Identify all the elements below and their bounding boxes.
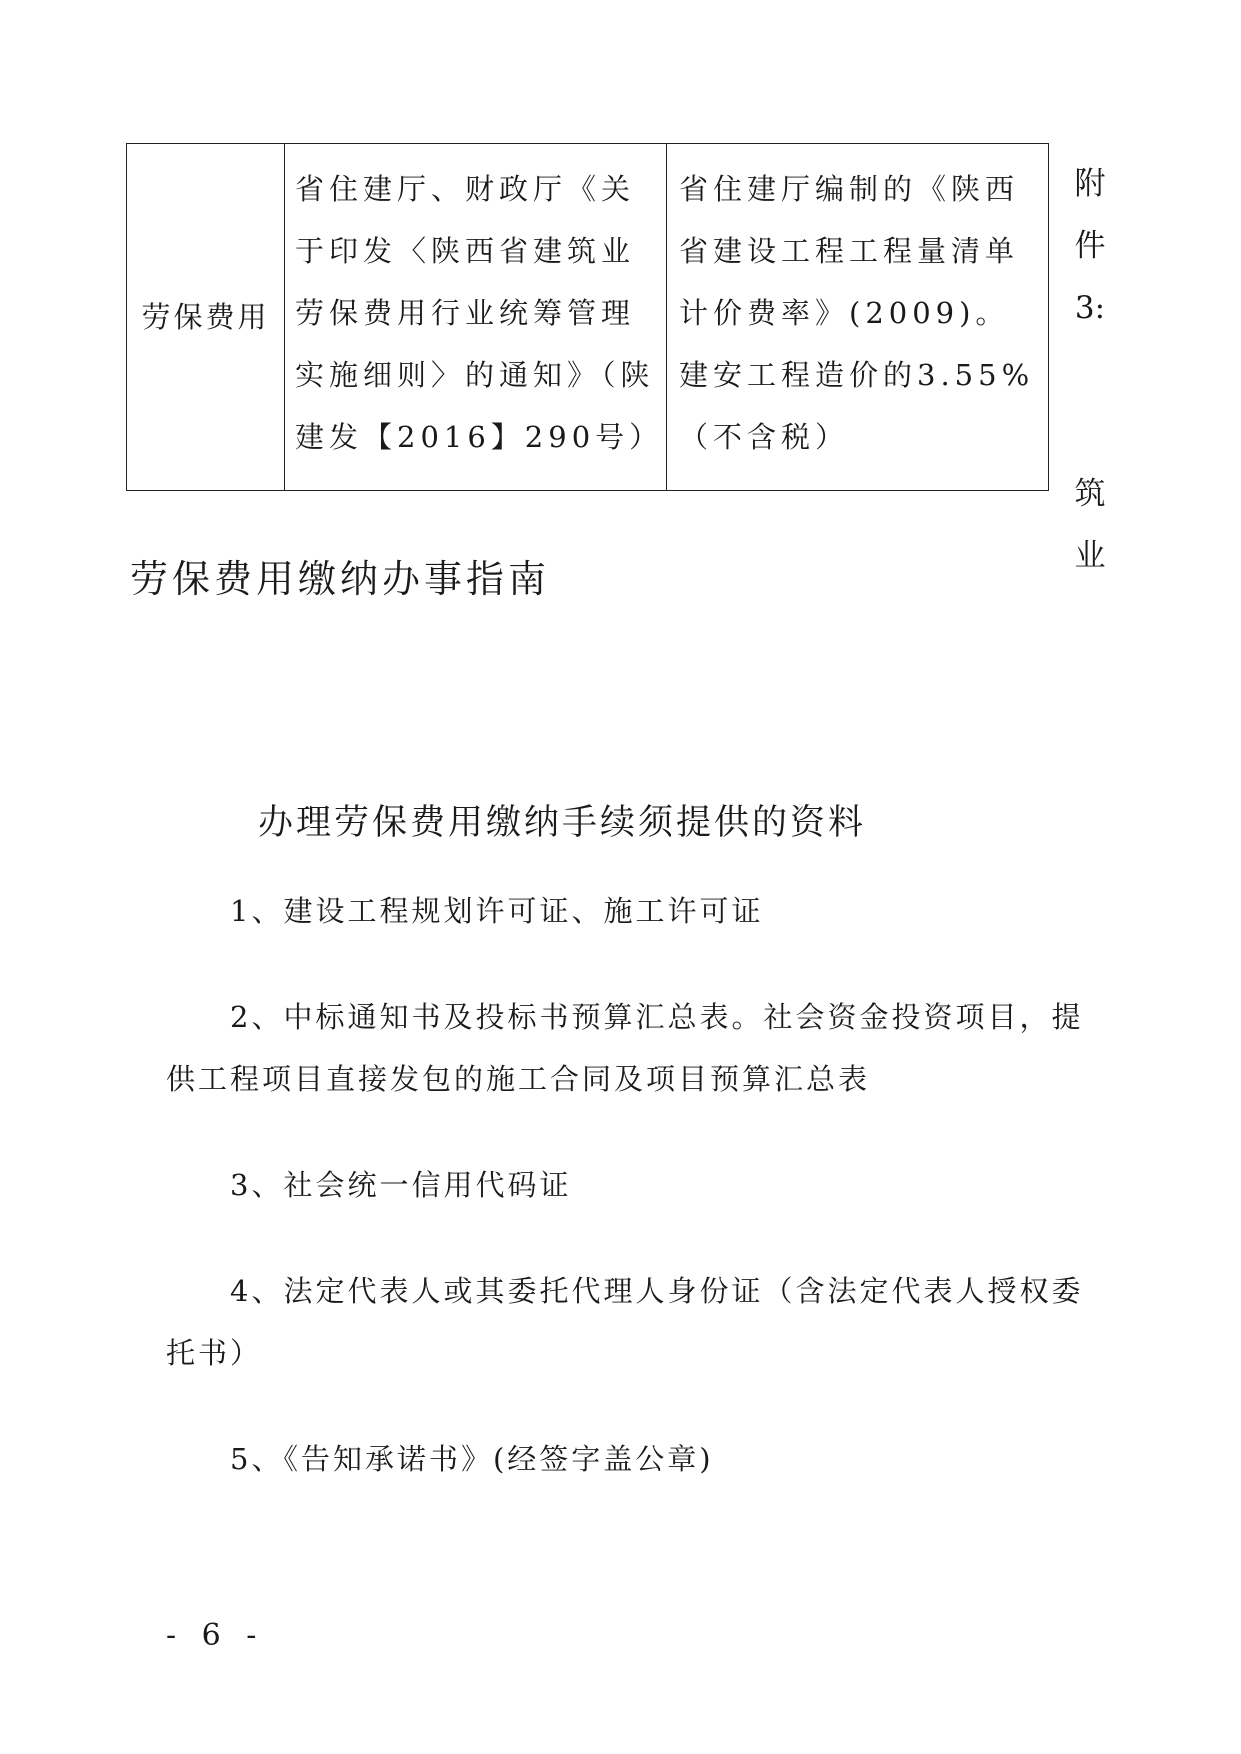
list-item: 1、建设工程规划许可证、施工许可证 [230, 894, 764, 928]
attachment-char: 件 [1074, 228, 1106, 264]
materials-list [166, 880, 1086, 1534]
attachment-char: 3: [1074, 290, 1106, 326]
fee-item-name: 劳保费用 [141, 300, 270, 334]
materials-heading: 办理劳保费用缴纳手续须提供的资料 [258, 803, 867, 843]
attachment-char: 附 [1074, 166, 1106, 202]
attachment-char: 业 [1074, 538, 1106, 574]
fee-rate-cell [667, 144, 1049, 491]
attachment-char: 筑 [1074, 476, 1106, 512]
attachment-label [1070, 153, 1110, 587]
fee-basis-text: 省住建厅、财政厅《关于印发〈陕西省建筑业劳保费用行业统筹管理实施细则〉的通知》（陕建发【2016】290号） [295, 172, 664, 454]
list-item: 3、社会统一信用代码证 [230, 1168, 572, 1202]
list-item: 4、法定代表人或其委托代理人身份证（含法定代表人授权委托书） [166, 1274, 1084, 1370]
guide-heading: 劳保费用缴纳办事指南 [130, 557, 551, 601]
fee-basis-cell [285, 144, 667, 491]
table-row [127, 144, 1049, 491]
fee-rate-text: 省住建厅编制的《陕西省建设工程工程量清单计价费率》(2009)。建安工程造价的3.55%（不含税） [679, 172, 1035, 454]
list-item: 5、《告知承诺书》(经签字盖公章) [230, 1442, 714, 1476]
fee-item-cell [127, 144, 285, 491]
fee-table [126, 143, 1049, 491]
page-number: - 6 - [166, 1618, 265, 1653]
list-item: 2、中标通知书及投标书预算汇总表。社会资金投资项目，提供工程项目直接发包的施工合同及项目预算汇总表 [166, 1000, 1084, 1096]
